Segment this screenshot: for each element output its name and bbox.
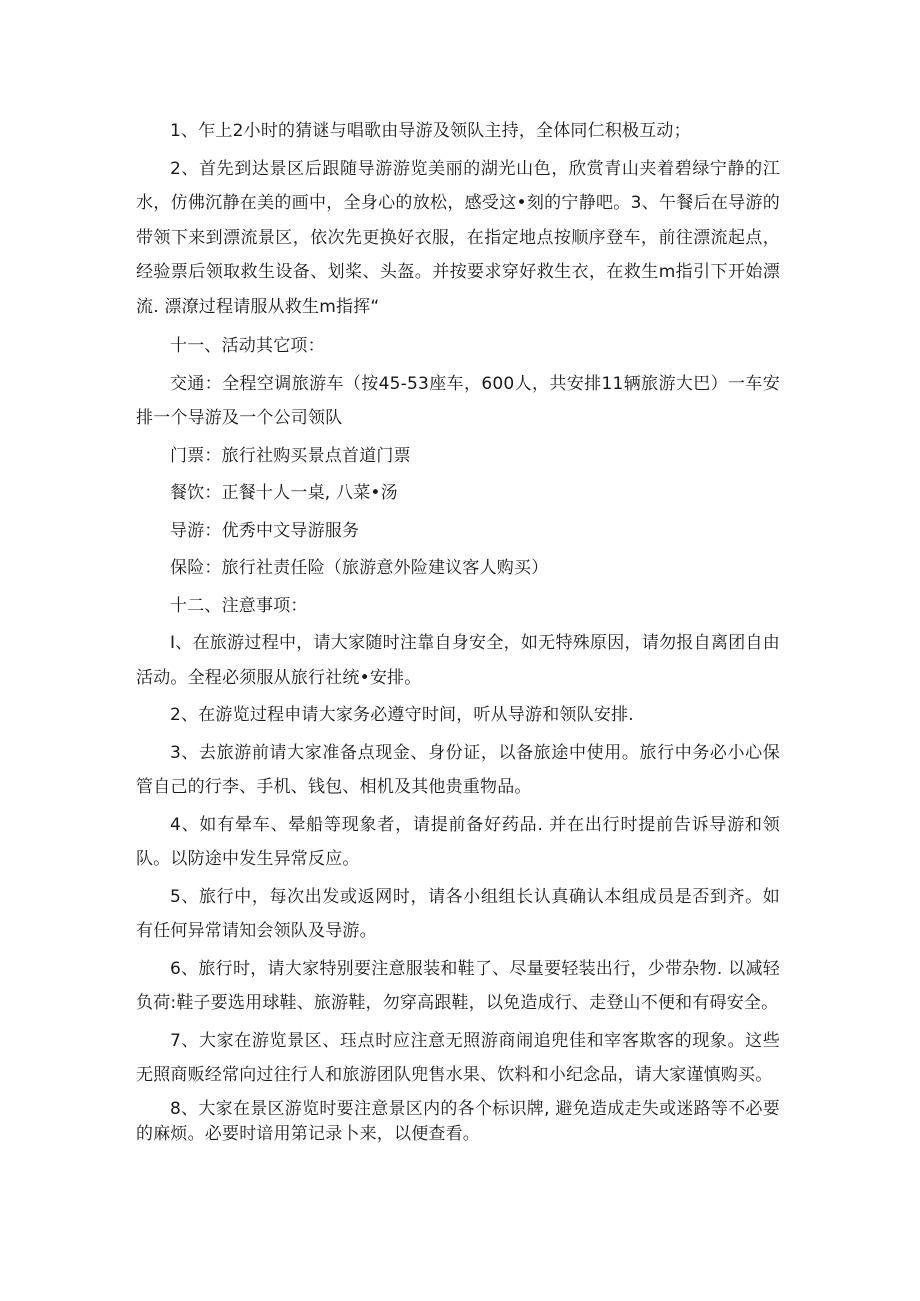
note-item-4: 4、如有晕车、晕船等现象者，请提前备好药品. 并在出行时提前告诉导游和领队。以防途中发生异常反应。 (136, 814, 780, 869)
section-heading-other-items: 十一、活动其它项： (170, 336, 325, 356)
paragraph-activity-1: 1、乍上2小时的猜谜与唱歌由导游及领队主持，全体同仁积极互动； (170, 121, 691, 141)
paragraph-guide: 导游：优秀中文导游服务 (170, 520, 360, 541)
section-heading-notes: 十二、注意事项： (170, 595, 308, 616)
paragraph-transport: 交通：全程空调旅游车（按45-53座车，600人，共安排11辆旅游大巴）一车安排一个导游及一个公司领队 (136, 373, 780, 428)
note-item-1: I、在旅游过程中，请大家随时注靠自身安全，如无特殊原因，请勿报自离团自由活动。全程必须服从旅行社统•安排。 (136, 633, 780, 688)
note-item-2: 2、在游览过程申请大家务必遵守时间，听从导游和领队安排. (170, 705, 634, 725)
paragraph-insurance: 保险：旅行社责任险（旅游意外险建议客人购买） (170, 558, 549, 578)
note-item-8: 8、大家在景区游览时要注意景区内的各个标识牌, 避免造成走失或迷路等不必要的麻烦。必要时谙用第记录卜来，以便查看。 (136, 1098, 780, 1144)
paragraph-tickets: 门票：旅行社购买景点首道门票 (170, 445, 411, 466)
paragraph-activity-2-3: 2、首先到达景区后跟随导游游览美丽的湖光山色，欣赏青山夹着碧绿宁静的江水，仿佛沉静在美的画中，全身心的放松，感受这•刻的宁静吧。3、午餐后在导游的带领下来到漂流景区，依次先更换好衣服，在指定地点按顺序登车，前往漂流起点，经验票后领取救生设备、划桨、头盔。并按要求穿好救生衣，在救生m指引下开始漂流. 漂潦过程请服从救生m指挥“ (136, 158, 780, 317)
note-item-7: 7、大家在游览景区、珏点时应注意无照游商闹追兜佳和宰客欺客的现象。这些无照商贩经常向过往行人和旅游团队兜售水果、饮料和小纪念品，请大家谨慎购买。 (136, 1030, 780, 1085)
note-item-5: 5、旅行中，每次出发或返网时，请各小组组长认真确认本组成员是否到齐。如有任何异常请知会领队及导游。 (136, 886, 780, 941)
note-item-3: 3、去旅游前请大家准备点现金、身份证，以备旅途中使用。旅行中务必小心保管自己的行李、手机、钱包、相机及其他贵重物品。 (136, 742, 780, 797)
paragraph-meals: 餐饮：正餐十人一桌, 八菜•汤 (170, 483, 398, 503)
note-item-6: 6、旅行时，请大家特别要注意服装和鞋了、尽量要轻装出行，少带杂物. 以减轻负荷:鞋子要选用球鞋、旅游鞋，勿穿高跟鞋，以免造成行、走登山不便和有碍安全。 (136, 958, 780, 1013)
